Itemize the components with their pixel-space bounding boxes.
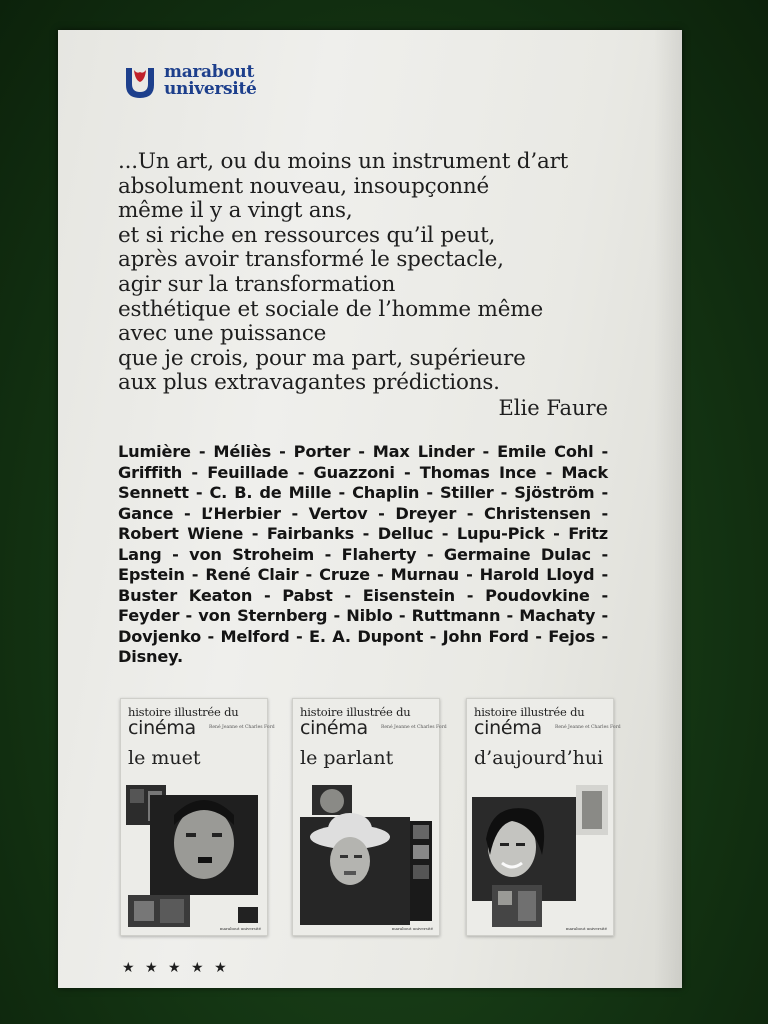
quote-line: aux plus extravagantes prédictions. bbox=[118, 370, 500, 396]
star-icon: ★ bbox=[145, 960, 161, 976]
book-thumbnail-le-muet bbox=[120, 698, 275, 936]
book-volume-title: le parlant bbox=[300, 747, 394, 769]
book-volume-title: d’aujourd’hui bbox=[474, 747, 604, 769]
quote-line: absolument nouveau, insoupçonné bbox=[118, 173, 490, 199]
book-thumbnail-le-parlant bbox=[292, 698, 447, 936]
book-cinema-title: cinéma bbox=[300, 717, 368, 739]
book-series-title: histoire illustrée du bbox=[474, 705, 585, 719]
book-authors: René Jeanne et Charles Ford bbox=[209, 725, 275, 730]
quote-line: ...Un art, ou du moins un instrument d’art bbox=[118, 149, 569, 174]
quote-line: esthétique et sociale de l’homme même bbox=[118, 296, 543, 322]
quote-line: après avoir transformé le spectacle, bbox=[118, 247, 504, 273]
modern-film-collage-image bbox=[472, 785, 608, 927]
quote-line: avec une puissance bbox=[118, 321, 327, 347]
book-series-title: histoire illustrée du bbox=[128, 705, 239, 719]
book-series-title: histoire illustrée du bbox=[300, 705, 411, 719]
rating-stars bbox=[122, 960, 230, 976]
book-cinema-title: cinéma bbox=[128, 717, 196, 739]
book-back-cover bbox=[58, 30, 682, 988]
star-icon: ★ bbox=[191, 960, 207, 976]
quote-block bbox=[118, 150, 618, 396]
book-publisher-mark: marabout université bbox=[565, 926, 607, 931]
publisher-name bbox=[164, 64, 257, 98]
quote-line: que je crois, pour ma part, supérieure bbox=[118, 345, 526, 371]
book-publisher-mark: marabout université bbox=[391, 926, 433, 931]
star-icon: ★ bbox=[214, 960, 230, 976]
book-publisher-mark: marabout université bbox=[219, 926, 261, 931]
book-volume-title: le muet bbox=[128, 747, 201, 769]
book-authors: René Jeanne et Charles Ford bbox=[555, 725, 621, 730]
quote-line: agir sur la transformation bbox=[118, 271, 396, 297]
quote-line: et si riche en ressources qu’il peut, bbox=[118, 222, 496, 248]
publisher-line-1: marabout bbox=[164, 62, 255, 82]
publisher-line-2: université bbox=[164, 79, 257, 99]
silent-film-collage-image bbox=[126, 785, 262, 927]
book-thumbnail-aujourdhui bbox=[466, 698, 621, 936]
quote-line: même il y a vingt ans, bbox=[118, 198, 353, 224]
quote-author: Elie Faure bbox=[498, 396, 608, 420]
related-books bbox=[120, 698, 621, 936]
star-icon: ★ bbox=[122, 960, 138, 976]
director-names-list: Lumière - Méliès - Porter - Max Linder - Emile Cohl - Griffith - Feuillade - Guazzoni - Thomas Ince - Mack Sennett - C. B. de Mille - Chaplin - Stiller - Sjöström - Gance - L’Herbier - Vertov - Dreyer - Christensen - Robert Wiene - Fairbanks - Delluc - Lupu-Pick - Fritz Lang - von Stroheim - Flaherty - Germaine Dulac - Epstein - René Clair - Cruze - Murnau - Harold Lloyd - Buster Keaton - Pabst - Eisenstein - Poudovkine - Feyder - von Sternberg - Niblo - Ruttmann - Machaty - Dovjenko - Melford - E. A. Dupont - John Ford - Fejos - Disney. bbox=[118, 442, 608, 666]
publisher-logo bbox=[122, 64, 257, 100]
star-icon: ★ bbox=[168, 960, 184, 976]
marabout-tulip-logo-icon bbox=[122, 64, 158, 100]
talkie-film-collage-image bbox=[298, 785, 434, 927]
book-cinema-title: cinéma bbox=[474, 717, 542, 739]
book-authors: René Jeanne et Charles Ford bbox=[381, 725, 447, 730]
